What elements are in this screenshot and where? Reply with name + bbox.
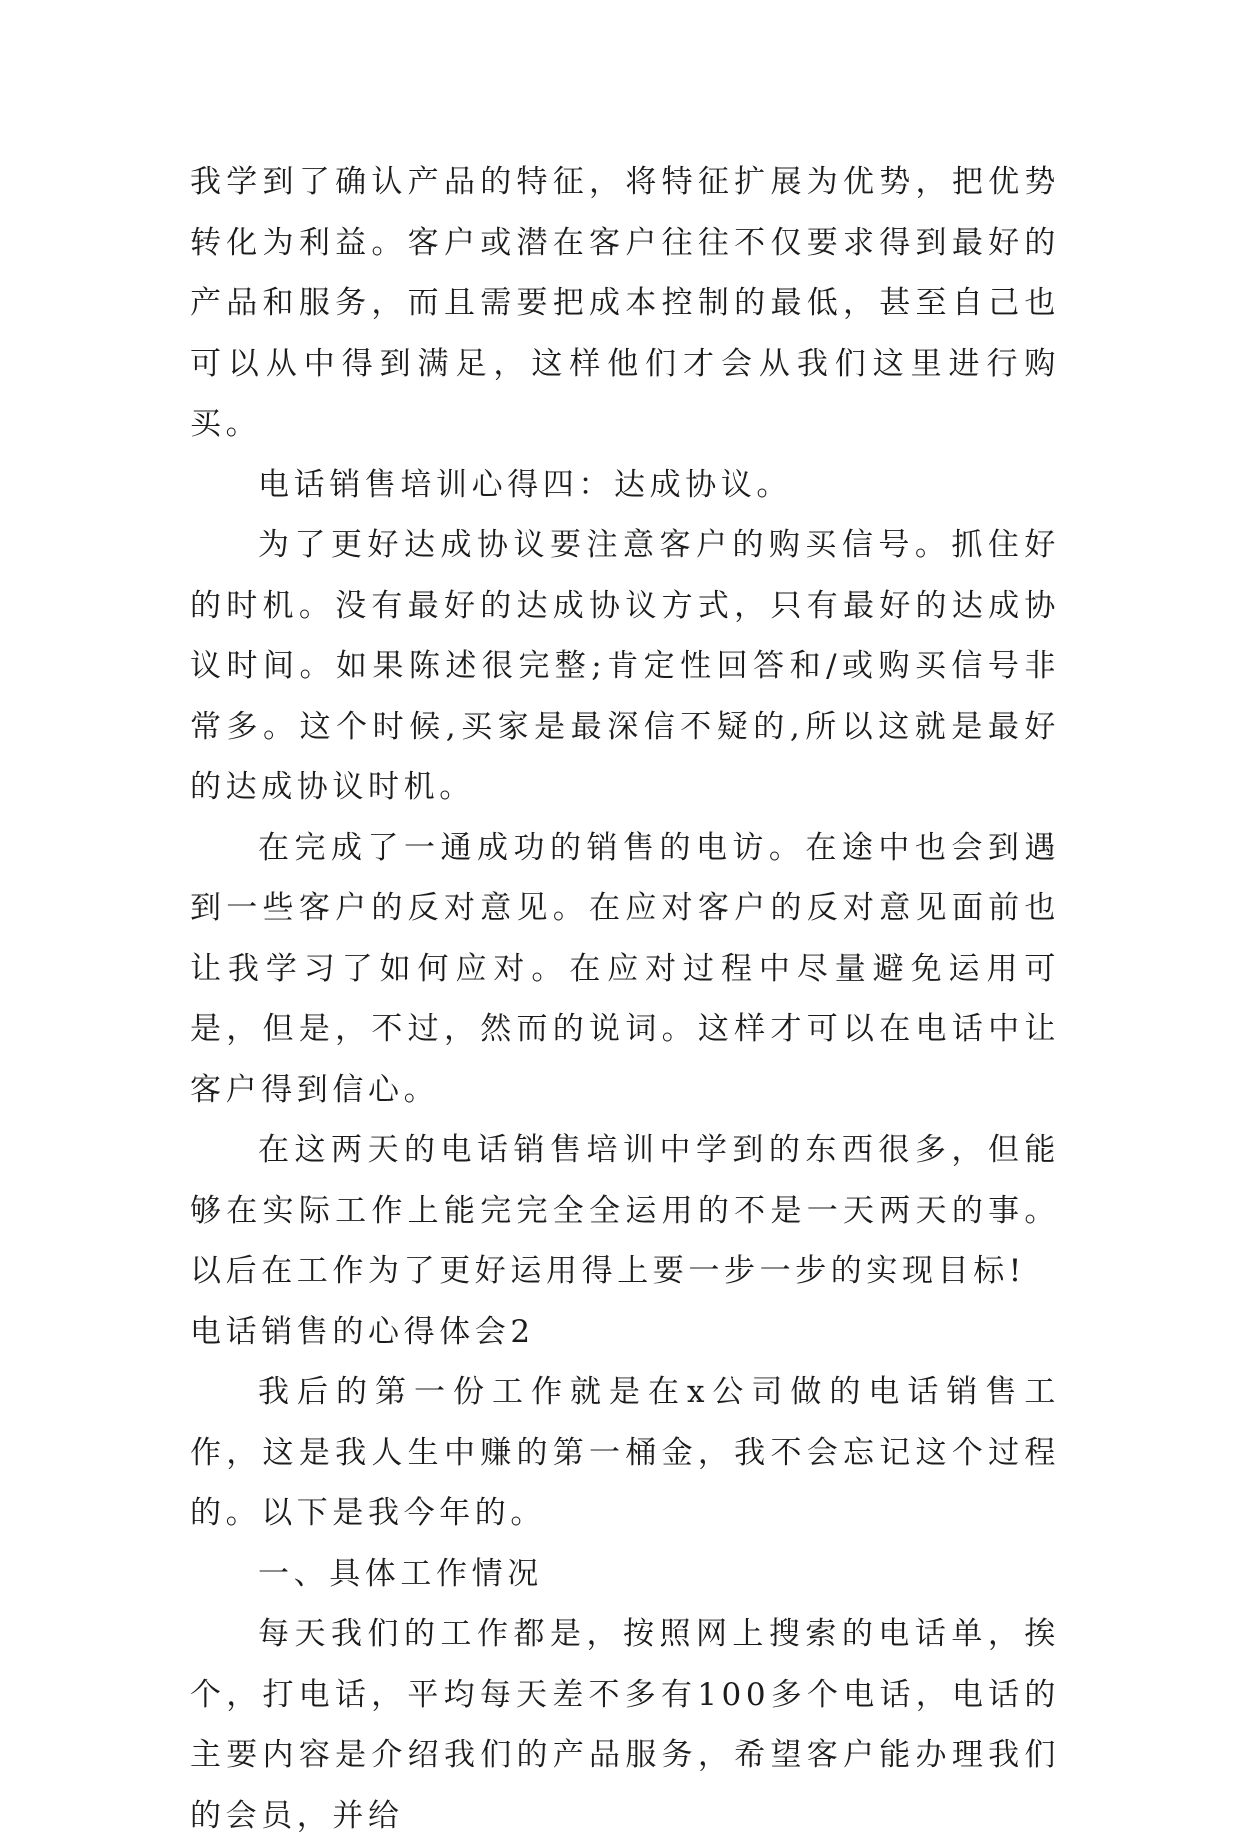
paragraph-subheading-four: 电话销售培训心得四：达成协议。 (258, 466, 792, 503)
paragraph-closing-signals: 为了更好达成协议要注意客户的购买信号。抓住好的时机。没有最好的达成协议方式，只有最好的达成协议时间。如果陈述很完整;肯定性回答和/或购买信号非常多。这个时候,买家是最深信不疑的,所以这就是最好的达成协议时机。 (190, 527, 1060, 805)
paragraph-summary: 在这两天的电话销售培训中学到的东西很多，但能够在实际工作上能完完全全运用的不是一天两天的事。以后在工作为了更好运用得上要一步一步的实现目标! (190, 1132, 1060, 1289)
document-body (190, 152, 1060, 1846)
paragraph-continuation: 我学到了确认产品的特征，将特征扩展为优势，把优势转化为利益。客户或潜在客户往往不仅要求得到最好的产品和服务，而且需要把成本控制的最低，甚至自己也可以从中得到满足，这样他们才会从我们这里进行购买。 (190, 164, 1060, 442)
paragraph-intro-2: 我后的第一份工作就是在x公司做的电话销售工作，这是我人生中赚的第一桶金，我不会忘记这个过程的。以下是我今年的。 (190, 1374, 1060, 1531)
paragraph-daily-work: 每天我们的工作都是，按照网上搜索的电话单，挨个，打电话，平均每天差不多有100多个电话，电话的主要内容是介绍我们的产品服务，希望客户能办理我们的会员，并给 (190, 1616, 1060, 1834)
paragraph-subheading-work: 一、具体工作情况 (258, 1555, 543, 1592)
paragraph-objections: 在完成了一通成功的销售的电访。在途中也会到遇到一些客户的反对意见。在应对客户的反对意见面前也让我学习了如何应对。在应对过程中尽量避免运用可是，但是，不过，然而的说词。这样才可以在电话中让客户得到信心。 (190, 829, 1060, 1108)
section-title-2: 电话销售的心得体会2 (190, 1313, 535, 1350)
